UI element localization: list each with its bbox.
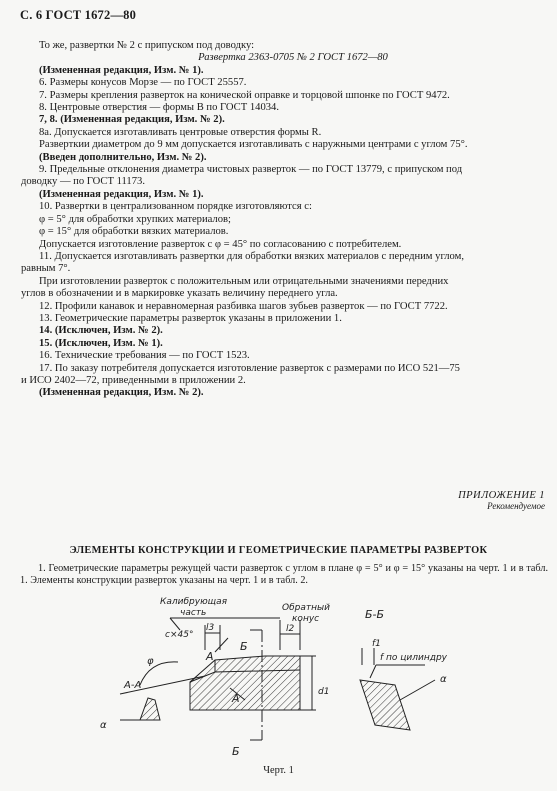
text-line: углов в обозначении и в маркировке указать величину переднего угла. <box>21 288 338 300</box>
text-line: (Измененная редакция, Изм. № 2). <box>39 387 204 399</box>
text-line: При изготовлении разверток с положительным или отрицательными значениями передних <box>39 275 449 287</box>
d1-label: d1 <box>318 687 330 697</box>
text-line: 12. Профили канавок и неравномерная разбивка шагов зубьев разверток — по ГОСТ 7722. <box>39 300 448 312</box>
text-line: 8а. Допускается изготавливать центровые отверстия формы R. <box>39 126 322 138</box>
phi-label: φ <box>147 656 154 667</box>
cone-label-1: Обратный <box>282 603 330 613</box>
f1-label: f1 <box>372 639 381 649</box>
body-text <box>21 40 547 400</box>
text-line: φ = 5° для обработки хрупких материалов; <box>39 213 231 225</box>
section-aa <box>140 698 160 720</box>
text-line: 7, 8. (Измененная редакция, Изм. № 2). <box>39 114 225 126</box>
text-line: доводку — по ГОСТ 11173. <box>21 176 145 188</box>
text-line: 13. Геометрические параметры разверток указаны в приложении 1. <box>39 312 342 324</box>
appendix-label <box>458 490 545 511</box>
section-bb <box>360 680 410 730</box>
b-bottom-label: Б <box>232 745 240 758</box>
appendix-title: ПРИЛОЖЕНИЕ 1 <box>458 490 545 501</box>
text-line: (Измененная редакция, Изм. № 1). <box>39 64 204 76</box>
appendix-subtitle: Рекомендуемое <box>487 501 545 511</box>
tooth-outline <box>190 656 300 710</box>
alpha-label-1: α <box>100 720 107 731</box>
text-line: 9. Предельные отклонения диаметра чистовых разверток — по ГОСТ 13779, с припуском под <box>39 164 463 176</box>
l3-label: l3 <box>206 623 215 633</box>
a-top-label: А <box>206 650 214 663</box>
text-line: Допускается изготовление разверток с φ = 45° по согласованию с потребителем. <box>39 238 402 250</box>
text-line: 6. Размеры конусов Морзе — по ГОСТ 25557. <box>39 77 247 89</box>
reamer-drawing <box>0 590 557 770</box>
text-line: 7. Размеры крепления разверток на конической оправке и торцовой шпонке по ГОСТ 9472. <box>39 89 450 101</box>
text-line: и ИСО 2402—72, приведенными в приложении 2. <box>21 374 246 386</box>
text-line: 16. Технические требования — по ГОСТ 1523. <box>39 350 250 362</box>
cone-label-2: конус <box>292 614 320 624</box>
page-header: С. 6 ГОСТ 1672—80 <box>20 8 137 22</box>
text-line: 10. Развертки в централизованном порядке изготовляются с: <box>39 201 312 213</box>
text-line: 8. Центровые отверстия — формы В по ГОСТ 14034. <box>39 102 279 114</box>
text-line: равным 7°. <box>21 263 71 275</box>
a-bottom-label: А <box>232 692 240 705</box>
l2-label: l2 <box>286 624 295 634</box>
bb-label: Б-Б <box>365 608 385 621</box>
section-paragraph: 1. Геометрические параметры режущей части разверток с углом в плане φ = 5° и φ = 15° указаны на черт. 1 и в табл. 1. Элементы конструкции разверток указаны на черт. 1 и в табл. 2. <box>20 563 548 587</box>
cyl-label: f по цилиндру <box>380 653 448 663</box>
text-line: Разверткии диаметром до 9 мм допускается изготавливать с наружными центрами с углом 75°. <box>39 139 468 151</box>
section-title: ЭЛЕМЕНТЫ КОНСТРУКЦИИ И ГЕОМЕТРИЧЕСКИЕ ПАРАМЕТРЫ РАЗВЕРТОК <box>69 545 488 556</box>
aa-label: А-А <box>124 680 142 691</box>
calib-label-2: часть <box>180 608 207 618</box>
chamfer-label: c×45° <box>165 630 194 640</box>
alpha-label-2: α <box>440 674 447 685</box>
b-top-label: Б <box>240 640 248 653</box>
calib-label-1: Калибрующая <box>160 597 228 607</box>
text-line: Развертка 2363-0705 № 2 ГОСТ 1672—80 <box>198 52 388 64</box>
text-line: 17. По заказу потребителя допускается изготовление разверток с размерами по ИСО 521—75 <box>39 362 460 374</box>
figure-caption: Черт. 1 <box>263 765 294 776</box>
text-line: 11. Допускается изготавливать развертки для обработки вязких материалов с передним углом, <box>39 250 465 262</box>
text-line: (Измененная редакция, Изм. № 1). <box>39 188 204 200</box>
text-line: 15. (Исключен, Изм. № 1). <box>39 337 163 349</box>
text-line: То же, развертки № 2 с припуском под доводку: <box>39 40 255 51</box>
text-line: (Введен дополнительно, Изм. № 2). <box>39 151 207 163</box>
text-line: 14. (Исключен, Изм. № 2). <box>39 325 163 337</box>
text-line: φ = 15° для обработки вязких материалов. <box>39 226 229 238</box>
